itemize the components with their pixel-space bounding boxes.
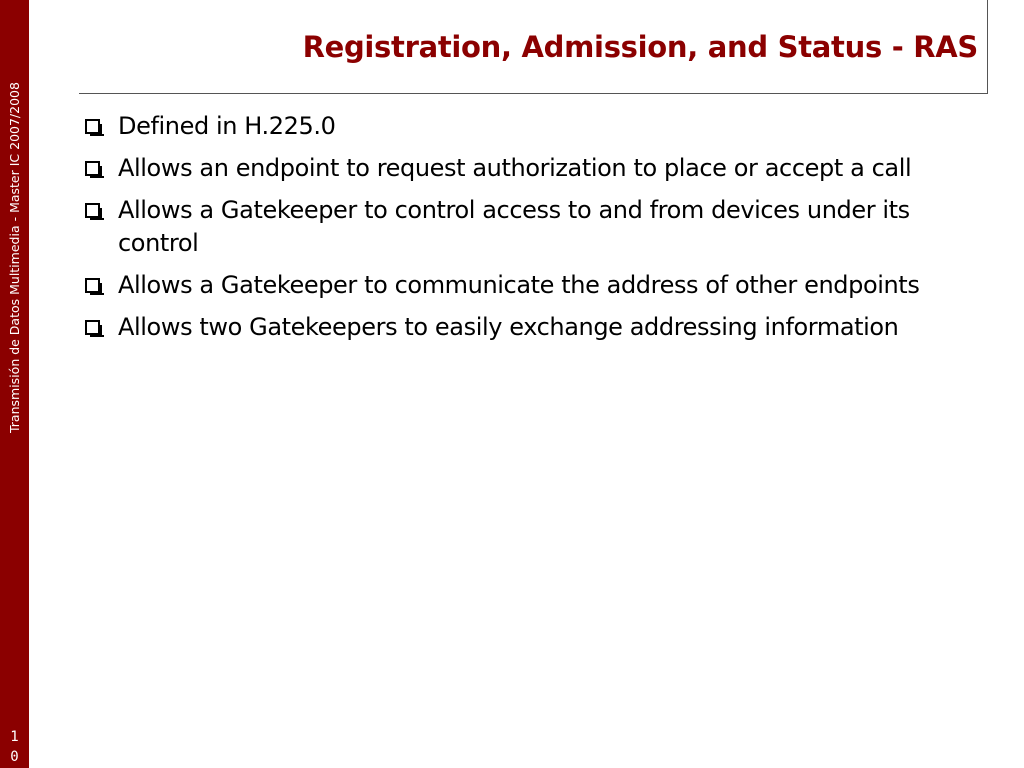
course-label: Transmisión de Datos Multimedia - Master IC 2007/2008 [7,82,22,433]
page-number [0,727,29,767]
checkbox-icon [85,161,100,176]
checkbox-icon [85,203,100,218]
bullet-text: Defined in H.225.0 [118,112,336,140]
bullet-text: Allows a Gatekeeper to communicate the address of other endpoints [118,271,920,299]
bullet-text: Allows a Gatekeeper to control access to and from devices under its control [118,196,910,257]
bullet-item [80,194,990,260]
page-number-digit-2: 0 [10,749,19,765]
bullet-item [80,152,990,185]
checkbox-icon [85,320,100,335]
bullet-item [80,311,990,344]
bullet-item [80,269,990,302]
bullet-item [80,110,990,143]
bullet-list [80,110,990,353]
sidebar [0,0,29,768]
page-number-digit-1: 1 [10,729,19,745]
checkbox-icon [85,119,100,134]
title-frame [79,0,988,94]
bullet-text: Allows an endpoint to request authorization to place or accept a call [118,154,912,182]
slide-title: Registration, Admission, and Status - RAS [302,30,978,64]
bullet-text: Allows two Gatekeepers to easily exchange addressing information [118,313,899,341]
checkbox-icon [85,278,100,293]
